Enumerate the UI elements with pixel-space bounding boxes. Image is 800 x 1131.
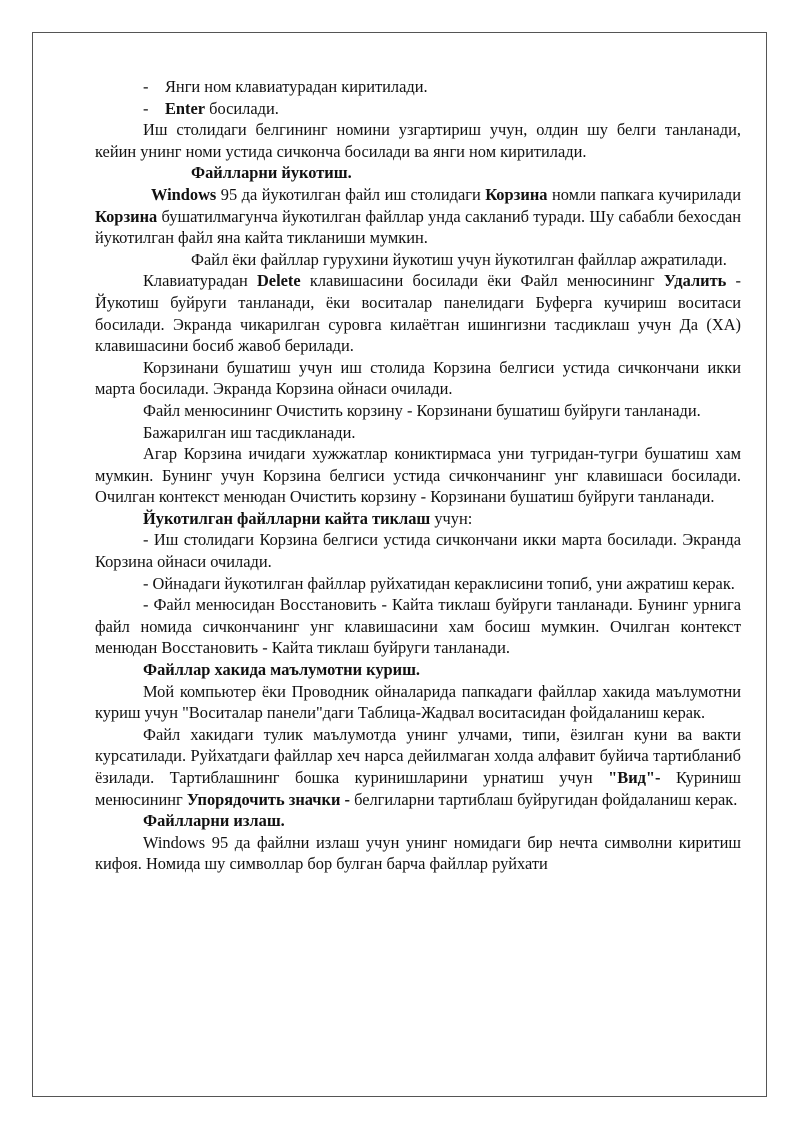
text-run: клавишасини босилади ёки Файл менюсининг [300,271,664,291]
bold-term: Корзина [95,206,158,226]
paragraph: Бажарилган иш тасдикланади. [143,422,356,442]
paragraph [95,724,741,810]
text-run: Файл хакидаги тулик маълумотда унинг улчами, типи, ёзилган куни ва вакти курсатилади. Руйхатдаги файллар хеч нарса дейилмаган холда алфавит буйича тартибланиб ёзилади. Тартиблашнинг бошка куринишларини урнатиш учун [95,724,741,787]
bold-term: Delete [256,271,301,291]
list-item: - Ойнадаги йукотилган файллар руйхатидан кераклисини топиб, уни ажратиш керак. [143,573,735,593]
text-run: номли папкага кучирилади [547,184,741,204]
list-item [95,76,741,98]
list-item: - Иш столидаги Корзина белгиси устида сичкончани икки марта босилади. Экранда Корзина ойнаси очилади. [95,530,741,572]
paragraph: Windows 95 да файлни излаш учун унинг номидаги бир нечта символни киритиш кифоя. Номида шу символлар бор булган барча файллар руйхати [95,832,741,874]
section-heading [95,508,741,530]
list-dash: - [143,98,149,118]
key-name: Enter [165,98,206,118]
list-item [95,98,741,120]
section-heading-text: Файлларни излаш. [143,811,285,831]
bold-term: Удалить [663,271,727,291]
bold-term: Упорядочить значки - [186,789,350,809]
text-run: белгиларни тартиблаш буйругидан фойдаланиш керак. [350,789,738,809]
text-run: 95 да йукотилган файл иш столидаги [216,184,486,204]
text-run: - Йукотиш буйруги танланади, ёки воситалар панелидаги Буферга кучириш воситаси босилади. Экранда чикарилган суровга килаётган ишингизни тасдиклаш учун Да (ХА) клавишасини босиб жавоб берилади. [95,271,741,356]
bold-term: Корзина [485,184,548,204]
paragraph: Агар Корзина ичидаги хужжатлар кониктирмаса уни тугридан-тугри бушатиш хам мумкин. Бунинг учун Корзина белгиси устида сичкончанинг унг клавишаси босилади. Очилган контекст менюдан Очистить корзину - Корзинани бушатиш буйруги танланади. [95,444,741,507]
paragraph: Корзинани бушатиш учун иш столида Корзина белгиси устида сичкончани икки марта босилади. Экранда Корзина ойнаси очилади. [95,357,741,399]
document-body [95,76,741,875]
paragraph: Файл ёки файллар гурухини йукотиш учун йукотилган файллар ажратилади. [191,249,727,269]
list-item-text: Янги ном клавиатурадан киритилади. [165,77,428,96]
paragraph: Файл менюсининг Очистить корзину - Корзинани бушатиш буйруги танланади. [143,400,701,420]
paragraph [95,184,741,249]
section-heading-text: Файлларни йукотиш. [191,163,352,183]
paragraph [95,270,741,356]
section-heading [95,810,741,832]
section-heading-text: Йукотилган файлларни кайта тиклаш [143,508,431,528]
section-heading-text: Файллар хакида маълумотни куриш. [143,660,421,680]
text-run: учун: [430,508,473,528]
section-heading [95,659,741,681]
paragraph: Мой компьютер ёки Проводник ойналарида папкадаги файллар хакида маълумотни куриш учун "Воситалар панели"даги Таблица-Жадвал воситасидан фойдаланиш керак. [95,681,741,723]
bold-term: Windows [151,184,217,204]
text-run: Куриниш менюсининг [95,768,742,809]
text-run: бушатилмагунча йукотилган файллар унда сакланиб туради. Шу сабабли бехосдан йукотилган файл яна кайта тикланиши мумкин. [95,206,741,248]
bold-term: "Вид"- [608,768,661,787]
section-heading [95,162,741,184]
text-run: Клавиатурадан [143,271,257,291]
list-dash: - [143,77,149,96]
list-item-text: босилади. [205,98,279,118]
paragraph: Иш столидаги белгининг номини узгартириш учун, олдин шу белги танланади, кейин унинг номи устида сичконча босилади ва янги ном киритилади. [95,120,741,161]
list-item: - Файл менюсидан Восстановить - Кайта тиклаш буйруги танланади. Бунинг урнига файл номида сичкончанинг унг клавишасини хам босиш мумкин. Очилган контекст менюдан Восстановить - Кайта тиклаш буйруги танланади. [95,595,741,658]
